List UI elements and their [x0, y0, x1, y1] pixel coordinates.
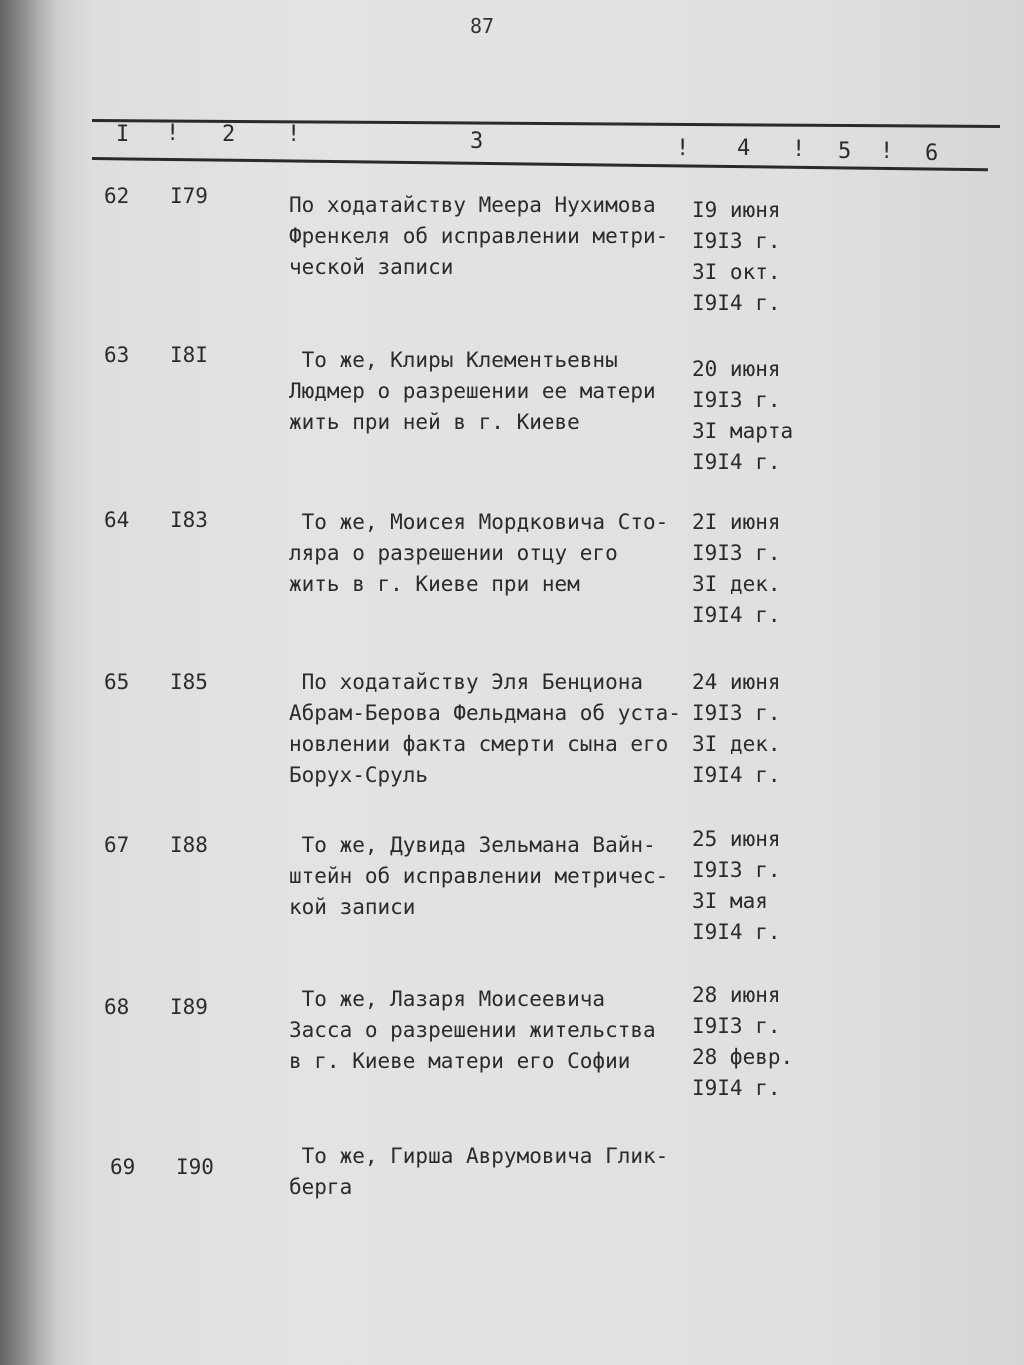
date-line: 25 июня	[692, 827, 781, 851]
description-line: Людмер о разрешении ее матери	[289, 379, 656, 403]
header-col-2: 2	[222, 122, 236, 147]
header-col-6: 6	[925, 141, 939, 166]
description-line: ляра о разрешении отцу его	[289, 541, 618, 565]
description-line: То же, Клиры Клементьевны	[289, 348, 618, 372]
item-number: I89	[170, 995, 208, 1019]
item-number: I88	[170, 833, 208, 857]
date-line: I9I3 г.	[692, 229, 781, 253]
item-number: I90	[176, 1155, 214, 1179]
header-separator: !	[792, 137, 806, 162]
row-description	[289, 830, 689, 923]
description-line: Борух-Сруль	[289, 763, 429, 787]
date-line: I9 июня	[692, 198, 781, 222]
description-line: жить при ней в г. Киеве	[289, 410, 580, 434]
description-line: То же, Моисея Мордковича Сто-	[289, 510, 669, 534]
date-line: I9I4 г.	[692, 763, 781, 787]
description-line: По ходатайству Меера Нухимова	[289, 193, 656, 217]
header-col-3: 3	[470, 129, 484, 154]
date-line: I9I3 г.	[692, 541, 781, 565]
item-number: I85	[170, 670, 208, 694]
date-line: 3I дек.	[692, 572, 781, 596]
date-line: I9I3 г.	[692, 701, 781, 725]
description-line: То же, Лазаря Моисеевича	[289, 987, 606, 1011]
description-line: Засса о разрешении жительства	[289, 1018, 656, 1042]
header-separator: !	[880, 139, 894, 164]
description-line: То же, Дувида Зельмана Вайн-	[289, 833, 656, 857]
book-binding-shadow	[0, 0, 60, 1365]
header-separator: !	[287, 122, 301, 147]
row-number: 62	[104, 184, 130, 208]
description-line: ческой записи	[289, 255, 454, 279]
header-separator: !	[166, 121, 180, 146]
date-line: 28 июня	[692, 983, 781, 1007]
date-line: 3I окт.	[692, 260, 781, 284]
header-col-5: 5	[838, 139, 852, 164]
date-line: I9I3 г.	[692, 858, 781, 882]
date-line: 24 июня	[692, 670, 781, 694]
row-description	[289, 507, 689, 600]
row-description	[289, 1141, 689, 1203]
header-col-4: 4	[737, 136, 751, 161]
row-number: 67	[104, 833, 130, 857]
row-description	[289, 345, 689, 438]
row-description	[289, 190, 689, 283]
description-line: Абрам-Берова Фельдмана об уста-	[289, 701, 681, 725]
row-dates	[692, 824, 781, 948]
date-line: 28 февр.	[692, 1045, 794, 1069]
date-line: I9I4 г.	[692, 291, 781, 315]
row-dates	[692, 980, 793, 1104]
item-number: I8I	[170, 343, 208, 367]
description-line: жить в г. Киеве при нем	[289, 572, 580, 596]
row-description	[289, 984, 689, 1077]
row-dates	[692, 354, 793, 478]
date-line: 2I июня	[692, 510, 781, 534]
row-dates	[692, 507, 781, 631]
description-line: По ходатайству Эля Бенциона	[289, 670, 644, 694]
description-line: Френкеля об исправлении метри-	[289, 224, 669, 248]
description-line: берга	[289, 1175, 353, 1199]
row-dates	[692, 667, 781, 791]
row-description	[289, 667, 689, 791]
date-line: I9I4 г.	[692, 603, 781, 627]
row-number: 68	[104, 995, 130, 1019]
row-number: 69	[110, 1155, 136, 1179]
date-line: I9I3 г.	[692, 388, 781, 412]
row-number: 64	[104, 508, 130, 532]
row-number: 63	[104, 343, 130, 367]
header-separator: !	[676, 136, 690, 161]
description-line: То же, Гирша Аврумовича Глик-	[289, 1144, 669, 1168]
date-line: I9I4 г.	[692, 1076, 781, 1100]
date-line: I9I3 г.	[692, 1014, 781, 1038]
date-line: I9I4 г.	[692, 450, 781, 474]
description-line: новлении факта смерти сына его	[289, 732, 669, 756]
item-number: I79	[170, 184, 208, 208]
date-line: I9I4 г.	[692, 920, 781, 944]
date-line: 3I мая	[692, 889, 768, 913]
description-line: кой записи	[289, 895, 416, 919]
date-line: 3I марта	[692, 419, 794, 443]
header-col-1: I	[116, 122, 130, 147]
row-dates	[692, 195, 781, 319]
date-line: 20 июня	[692, 357, 781, 381]
header-rule-bottom	[92, 157, 988, 171]
description-line: штейн об исправлении метричес-	[289, 864, 669, 888]
row-number: 65	[104, 670, 130, 694]
page-number: 87	[470, 14, 495, 38]
date-line: 3I дек.	[692, 732, 781, 756]
description-line: в г. Киеве матери его Софии	[289, 1049, 631, 1073]
item-number: I83	[170, 508, 208, 532]
